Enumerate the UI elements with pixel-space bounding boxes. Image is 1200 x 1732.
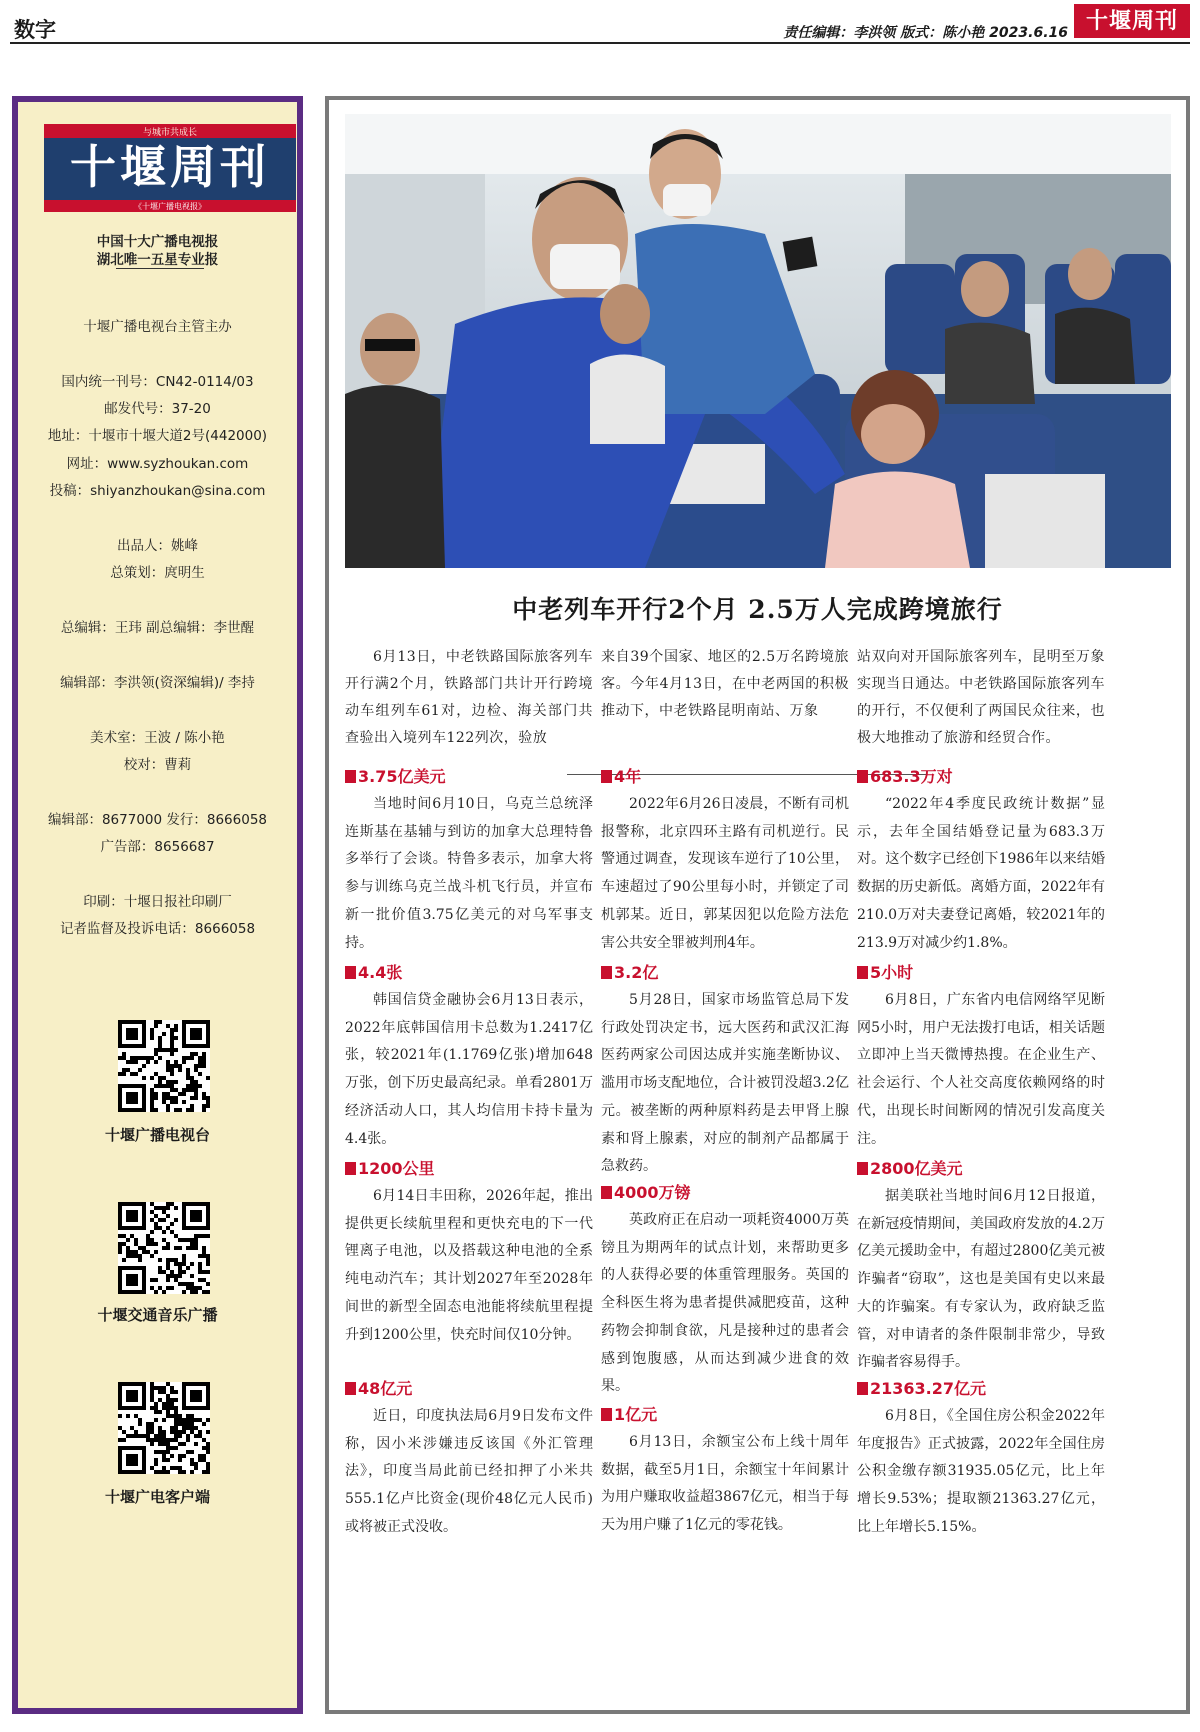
number-item: [601, 960, 849, 1181]
page-credits: 责任编辑：李洪领 版式：陈小艳 2023.6.16: [783, 25, 1068, 41]
complaint-phone: 记者监督及投诉电话：8666058: [59, 921, 256, 937]
printer: 印刷：十堰日报社印刷厂: [83, 894, 232, 910]
qr-code-icon[interactable]: [118, 1202, 210, 1294]
bullet-square-icon: [601, 966, 612, 979]
bullet-square-icon: [601, 1408, 612, 1421]
item-number: 48亿元: [358, 1379, 413, 1398]
item-body: 当地时间6月10日，乌克兰总统泽连斯基在基辅与到访的加拿大总理特鲁多举行了会谈。特鲁多表示，加拿大将参与训练乌克兰战斗机飞行员，并宣布新一批价值3.75亿美元的对乌军事支持。: [345, 796, 593, 951]
number-item: [857, 960, 1105, 1153]
item-title: [345, 1376, 593, 1402]
qr-label-radio: 十堰交通音乐广播: [97, 1306, 218, 1324]
item-number: 683.3万对: [870, 767, 953, 786]
lead-column-2: [601, 644, 849, 725]
lead-text-2: 来自39个国家、地区的2.5万名跨境旅客。今年4月13日，在中老两国的积极推动下，中老铁路昆明南站、万象: [601, 649, 849, 719]
item-number: 4000万镑: [614, 1183, 691, 1202]
item-number: 1200公里: [358, 1159, 435, 1178]
bullet-square-icon: [857, 1382, 868, 1395]
item-number: 21363.27亿元: [870, 1379, 987, 1398]
tagline-divider: [116, 268, 204, 269]
submission-email[interactable]: 投稿：shiyanzhoukan@sina.com: [49, 483, 266, 499]
lead-text-3: 站双向对开国际旅客列车，昆明至万象实现当日通达。中老铁路国际旅客列车的开行，不仅便利了两国民众往来，也极大地推动了旅游和经贸合作。: [857, 649, 1105, 746]
sponsor: 十堰广播电视台主管主办: [83, 319, 232, 335]
item-number: 3.2亿: [614, 963, 659, 982]
planner: 总策划：庹明生: [110, 565, 205, 581]
lead-column-3: [857, 644, 1105, 752]
item-number: 2800亿美元: [870, 1159, 963, 1178]
bullet-square-icon: [601, 770, 612, 783]
qr-code-icon[interactable]: [118, 1020, 210, 1112]
item-body: 2022年6月26日凌晨，不断有司机报警称，北京四环主路有司机逆行。民警通过调查，发现该车逆行了10公里，车速超过了90公里每小时，并锁定了司机郭某。近日，郭某因犯以危险方法危害公共安全罪被判刑4年。: [601, 796, 849, 951]
number-item: [601, 764, 849, 957]
item-body: 6月13日，余额宝公布上线十周年数据，截至5月1日，余额宝十年间累计为用户赚取收益超3867亿元，相当于每天为用户赚了1亿元的零花钱。: [601, 1434, 849, 1534]
train-photo: [345, 114, 1171, 568]
proofreader: 校对：曹莉: [123, 757, 192, 773]
item-body: 据美联社当地时间6月12日报道，在新冠疫情期间，美国政府发放的4.2万亿美元援助金中，有超过2800亿美元被诈骗者“窃取”，这也是美国有史以来最大的诈骗案。有专家认为，政府缺乏监管，对申请者的条件限制非常少，导致诈骗者容易得手。: [857, 1188, 1105, 1371]
item-title: [857, 1376, 1105, 1402]
item-number: 5小时: [870, 963, 914, 982]
website[interactable]: 网址：www.syzhoukan.com: [66, 456, 249, 472]
ad-phone: 广告部：8656687: [100, 839, 215, 855]
chief-editors: 总编辑：王玮 副总编辑：李世醒: [60, 620, 255, 636]
item-title: [857, 764, 1105, 790]
logo-title: 十堰周刊: [70, 140, 270, 194]
item-body: 6月8日，《全国住房公积金2022年年度报告》正式披露，2022年全国住房公积金缴存额31935.05亿元，比上年增长9.53%；提取额21363.27亿元，比上年增长5.15%。: [857, 1408, 1105, 1535]
qr-label-app: 十堰广电客户端: [104, 1488, 210, 1506]
qr-code-icon[interactable]: [118, 1382, 210, 1474]
item-body: 6月8日，广东省内电信网络罕见断网5小时，用户无法拨打电话，相关话题立即冲上当天微博热搜。在企业生产、社会运行、个人社交高度依赖网络的时代，出现长时间断网的情况引发高度关注。: [857, 992, 1105, 1147]
bullet-square-icon: [345, 770, 356, 783]
info-sidebar: [12, 96, 303, 1714]
item-number: 4.4张: [358, 963, 403, 982]
bullet-square-icon: [345, 1382, 356, 1395]
item-body: 近日，印度执法局6月9日发布文件称，因小米涉嫌违反该国《外汇管理法》，印度当局此前已经扣押了小米共555.1亿卢比资金(现价48亿元人民币)或将被正式没收。: [345, 1408, 593, 1535]
bullet-square-icon: [601, 1186, 612, 1199]
bullet-square-icon: [345, 966, 356, 979]
phones: 编辑部：8677000 发行：8666058: [47, 812, 268, 828]
logo-slogan: 与城市共成长: [142, 128, 197, 138]
item-title: [601, 1180, 849, 1206]
tagline-2: 湖北唯一五星专业报: [96, 252, 219, 268]
item-title: [601, 960, 849, 986]
item-body: 5月28日，国家市场监管总局下发行政处罚决定书，远大医药和武汉汇海医药两家公司因达成并实施垄断协议、滥用市场支配地位，合计被罚没超3.2亿元。被垄断的两种原料药是去甲肾上腺素和肾上腺素，对应的制剂产品都属于急救药。: [601, 992, 849, 1175]
bullet-square-icon: [857, 1162, 868, 1175]
item-title: [601, 764, 849, 790]
number-item: [345, 764, 593, 957]
logo-subtitle: 《十堰广播电视报》: [134, 202, 206, 211]
item-title: [601, 1402, 849, 1428]
art-dept: 美术室：王波 / 陈小艳: [90, 730, 225, 746]
item-body: 6月14日丰田称，2026年起，推出提供更长续航里程和更快充电的下一代锂离子电池，以及搭载这种电池的全系纯电动汽车；其计划2027年至2028年间世的新型全固态电池能将续航里程提升到1200公里，快充时间仅10分钟。: [345, 1188, 593, 1343]
newspaper-logo: [44, 124, 296, 212]
item-title: [345, 960, 593, 986]
section-title: 数字: [14, 18, 56, 42]
masthead-logo: 十堰周刊: [1074, 4, 1190, 38]
main-panel: [325, 96, 1190, 1714]
tagline-1: 中国十大广播电视报: [96, 234, 219, 250]
item-title: [857, 960, 1105, 986]
issn: 国内统一刊号：CN42-0114/03: [61, 374, 254, 390]
item-number: 3.75亿美元: [358, 767, 446, 786]
item-body: “2022年4季度民政统计数据”显示，去年全国结婚登记量为683.3万对。这个数字已经创下1986年以来结婚数据的历史新低。离婚方面，2022年有210.0万对夫妻登记离婚，较2021年的213.9万对减少约1.8%。: [857, 796, 1105, 951]
item-body: 英政府正在启动一项耗资4000万英镑且为期两年的试点计划，来帮助更多的人获得必要的体重管理服务。英国的全科医生将为患者提供减肥疫苗，这种药物会抑制食欲，凡是接种过的患者会感到饱腹感，从而达到减少进食的效果。: [601, 1212, 849, 1395]
bullet-square-icon: [857, 770, 868, 783]
editorial-dept: 编辑部：李洪领(资深编辑)/ 李持: [60, 675, 255, 691]
producer: 出品人：姚峰: [117, 538, 198, 554]
address: 地址：十堰市十堰大道2号(442000): [47, 428, 268, 444]
number-item: [857, 1156, 1105, 1377]
lead-text-1: 6月13日，中老铁路国际旅客列车开行满2个月，铁路部门共计开行跨境动车组列车61对，边检、海关部门共查验出入境列车122列次，验放: [345, 649, 593, 746]
bullet-square-icon: [345, 1162, 356, 1175]
header-divider: [10, 42, 1190, 44]
number-item: [601, 1180, 849, 1401]
number-item: [857, 764, 1105, 957]
item-body: 韩国信贷金融协会6月13日表示，2022年底韩国信用卡总数为1.2417亿张，较2021年(1.1769亿张)增加648万张，创下历史最高纪录。单看2801万经济活动人口，其人均信用卡持卡量为4.4张。: [345, 992, 593, 1147]
qr-label-tv: 十堰广播电视台: [104, 1126, 210, 1144]
article-headline: 中老列车开行2个月 2.5万人完成跨境旅行: [512, 595, 1003, 624]
number-item: [857, 1376, 1105, 1542]
number-item: [345, 960, 593, 1153]
item-number: 1亿元: [614, 1405, 658, 1424]
page-header: [0, 0, 1200, 46]
item-title: [857, 1156, 1105, 1182]
postal-code: 邮发代号：37-20: [104, 401, 211, 417]
number-item: [345, 1156, 593, 1349]
bullet-square-icon: [857, 966, 868, 979]
item-title: [345, 764, 593, 790]
number-item: [601, 1402, 849, 1540]
item-number: 4年: [614, 767, 642, 786]
number-item: [345, 1376, 593, 1542]
lead-column-1: [345, 644, 593, 752]
item-title: [345, 1156, 593, 1182]
